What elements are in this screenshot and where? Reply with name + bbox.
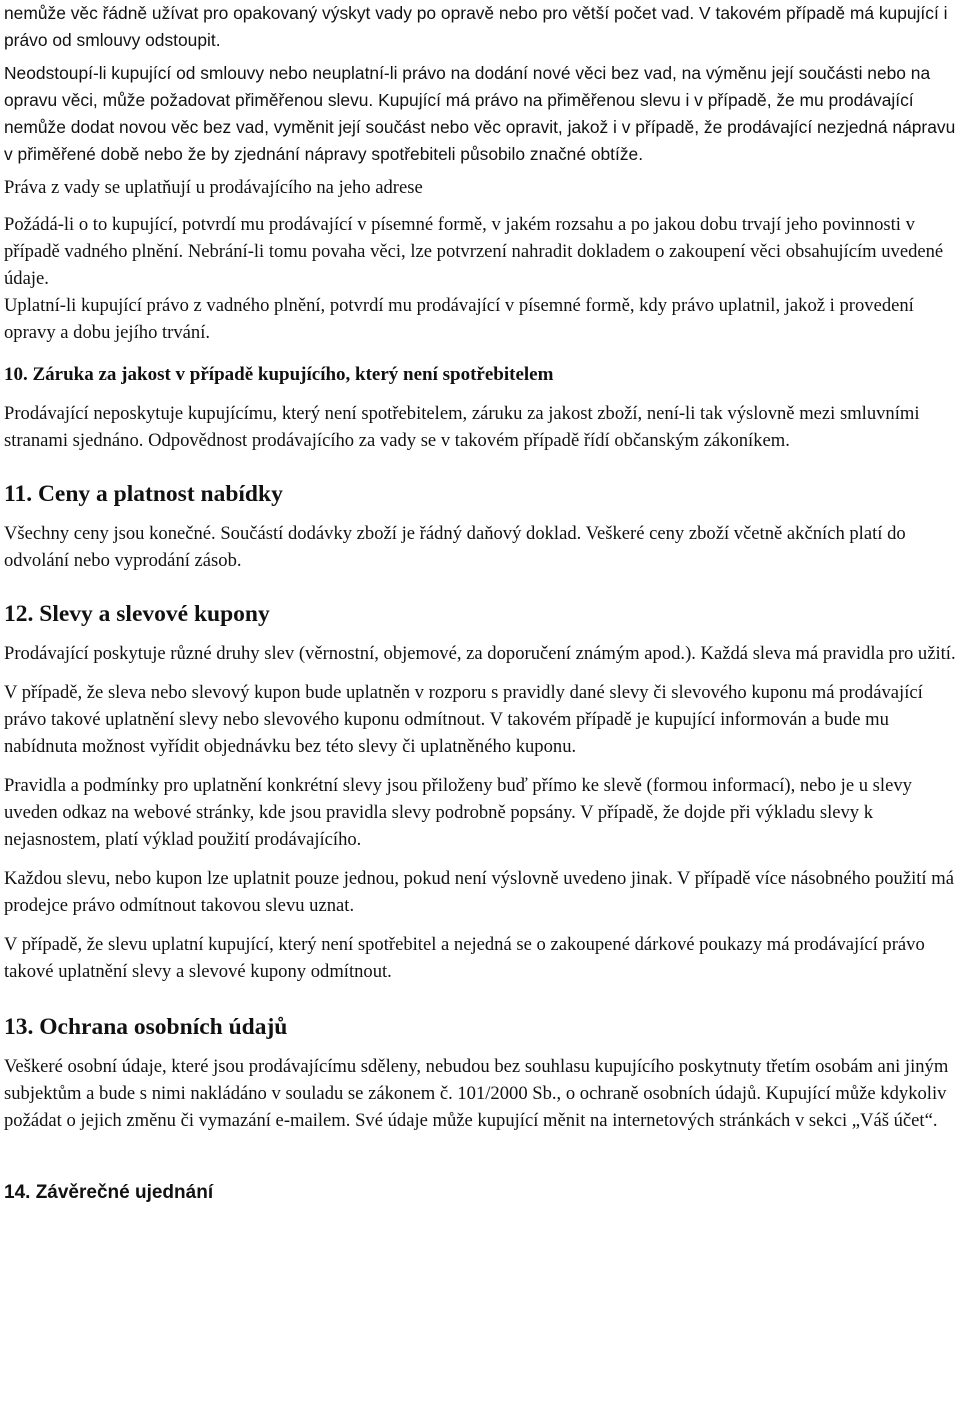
paragraph-claims-address: Práva z vady se uplatňují u prodávajícího na jeho adrese <box>4 177 423 198</box>
paragraph-section-13: Veškeré osobní údaje, které jsou prodávajícímu sděleny, nebudou bez souhlasu kupujícího poskytnuty třetím osobám ani jiným subjektům a bude s nimi nakládáno v souladu se zákonem č. 101/2000 Sb., o ochraně osobních údajů. Kupující může kdykoliv požádat o jejich změnu či vymazání e-mailem. Své údaje může kupující měnit na internetových stránkách v sekci „Váš účet“. <box>4 1056 949 1131</box>
paragraph-section-12-types: Prodávající poskytuje různé druhy slev (věrnostní, objemové, za doporučení známým apod.). Každá sleva má pravidla pro užití. <box>4 643 956 664</box>
paragraph-section-12-rules: Pravidla a podmínky pro uplatnění konkrétní slevy jsou přiloženy buď přímo ke slevě (formou informací), nebo je u slevy uveden odkaz na webové stránky, kde jsou pravidla slevy podrobně popsány. V případě, že dojde při výkladu slevy k nejasnostem, platí výklad použití prodávajícího. <box>4 775 912 850</box>
paragraph-defects-continued: nemůže věc řádně užívat pro opakovaný výskyt vady po opravě nebo pro větší počet vad. V takovém případě má kupující i právo od smlouvy odstoupit. <box>4 3 948 50</box>
heading-section-13: 13. Ochrana osobních údajů <box>4 1014 288 1040</box>
paragraph-written-confirmation: Požádá-li o to kupující, potvrdí mu prodávající v písemné formě, v jakém rozsahu a po jakou dobu trvají jeho povinnosti v případě vadného plnění. Nebrání-li tomu povaha věci, lze potvrzení nahradit dokladem o zakoupení věci obsahujícím uvedené údaje. <box>4 214 944 289</box>
heading-section-10: 10. Záruka za jakost v případě kupujícího, který není spotřebitelem <box>4 364 554 385</box>
paragraph-reasonable-discount-part1: Neodstoupí-li kupující od smlouvy nebo neuplatní-li právo na dodání nové věci bez vad, na výměnu její součásti nebo na opravu věci, může požadovat přiměřenou slevu. <box>4 63 931 110</box>
paragraph-section-12-conflict: V případě, že sleva nebo slevový kupon bude uplatněn v rozporu s pravidly dané slevy či slevového kuponu má prodávající právo takové uplatnění slevy nebo slevového kuponu odmítnout. V takovém případě je kupující informován a bude mu nabídnuta možnost vyřídit objednávku bez této slevy či uplatněného kuponu. <box>4 682 923 757</box>
paragraph-section-12-non-consumer: V případě, že slevu uplatní kupující, který není spotřebitel a nejedná se o zakoupené dárkové poukazy má prodávající právo takové uplatnění slevy a slevové kupony odmítnout. <box>4 934 925 982</box>
heading-section-12: 12. Slevy a slevové kupony <box>4 601 270 627</box>
paragraph-section-12-single-use: Každou slevu, nebo kupon lze uplatnit pouze jednou, pokud není výslovně uvedeno jinak. V případě více násobného použití má prodejce právo odmítnout takovou slevu uznat. <box>4 868 954 916</box>
paragraph-reasonable-discount <box>4 60 960 168</box>
heading-section-11: 11. Ceny a platnost nabídky <box>4 481 283 507</box>
heading-section-14: 14. Závěrečné ujednání <box>4 1182 214 1203</box>
paragraph-section-11: Všechny ceny jsou konečné. Součástí dodávky zboží je řádný daňový doklad. Veškeré ceny zboží včetně akčních platí do odvolání nebo vyprodání zásob. <box>4 523 906 571</box>
paragraph-claim-confirmation: Uplatní-li kupující právo z vadného plnění, potvrdí mu prodávající v písemné formě, kdy právo uplatnil, jakož i provedení opravy a dobu jejího trvání. <box>4 295 914 343</box>
paragraph-reasonable-discount-part2: Kupující má právo na přiměřenou slevu i v případě, že mu prodávající nemůže dodat novou věc bez vad, vyměnit její součást nebo věc opravit, jakož i v případě, že prodávající nezjedná nápravu v přiměřené době nebo že by zjednání nápravy spotřebiteli působilo značné obtíže. <box>4 90 956 164</box>
paragraph-section-10: Prodávající neposkytuje kupujícímu, který není spotřebitelem, záruku za jakost zboží, není-li tak výslovně mezi smluvními stranami sjednáno. Odpovědnost prodávajícího za vady se v takovém případě řídí občanským zákoníkem. <box>4 403 920 451</box>
